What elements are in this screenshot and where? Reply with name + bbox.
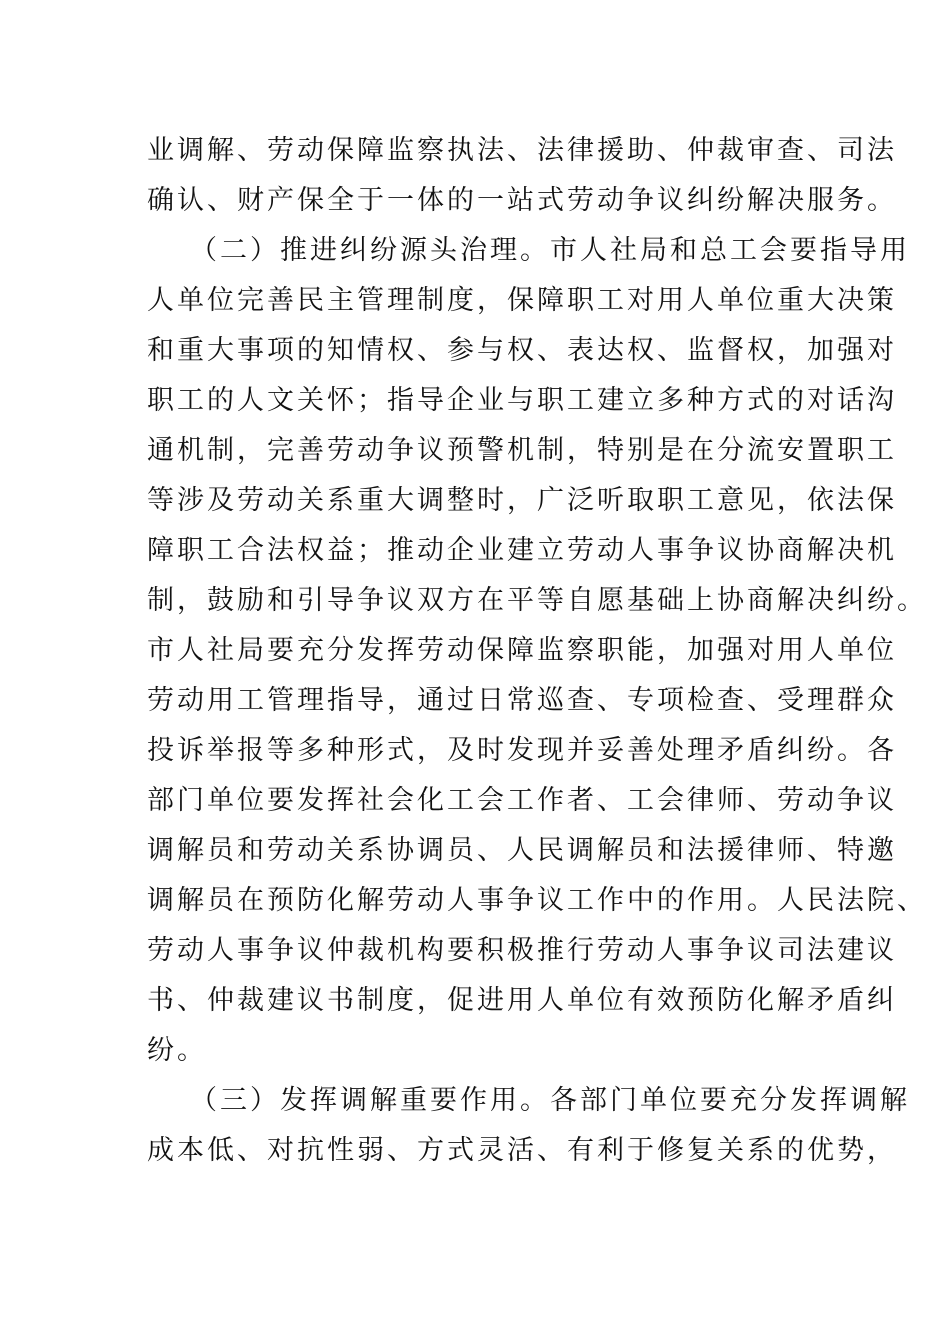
- text-line: 书、仲裁建议书制度，促进用人单位有效预防化解矛盾纠: [147, 985, 897, 1016]
- text-line: 障职工合法权益；推动企业建立劳动人事争议协商解决机: [147, 535, 897, 566]
- text-line: 调解员在预防化解劳动人事争议工作中的作用。人民法院、: [147, 885, 927, 916]
- text-line: 调解员和劳动关系协调员、人民调解员和法援律师、特邀: [147, 835, 897, 866]
- text-line: 职工的人文关怀；指导企业与职工建立多种方式的对话沟: [147, 385, 897, 416]
- section-heading-line: （二）推进纠纷源头治理。市人社局和总工会要指导用: [190, 235, 910, 266]
- text-line: 成本低、对抗性弱、方式灵活、有利于修复关系的优势，: [147, 1135, 897, 1166]
- section-heading-line: （三）发挥调解重要作用。各部门单位要充分发挥调解: [190, 1085, 910, 1116]
- text-line: 投诉举报等多种形式，及时发现并妥善处理矛盾纠纷。各: [147, 735, 897, 766]
- text-line: 市人社局要充分发挥劳动保障监察职能，加强对用人单位: [147, 635, 897, 666]
- text-line: 制，鼓励和引导争议双方在平等自愿基础上协商解决纠纷。: [147, 585, 927, 616]
- text-line: 劳动用工管理指导，通过日常巡查、专项检查、受理群众: [147, 685, 897, 716]
- text-line: 部门单位要发挥社会化工会工作者、工会律师、劳动争议: [147, 785, 897, 816]
- text-line: 劳动人事争议仲裁机构要积极推行劳动人事争议司法建议: [147, 935, 897, 966]
- text-line: 等涉及劳动关系重大调整时，广泛听取职工意见，依法保: [147, 485, 897, 516]
- text-line: 通机制，完善劳动争议预警机制，特别是在分流安置职工: [147, 435, 897, 466]
- text-line: 纷。: [147, 1035, 207, 1066]
- text-line: 和重大事项的知情权、参与权、表达权、监督权，加强对: [147, 335, 897, 366]
- text-line: 业调解、劳动保障监察执法、法律援助、仲裁审查、司法: [147, 135, 897, 166]
- text-line: 人单位完善民主管理制度，保障职工对用人单位重大决策: [147, 285, 897, 316]
- text-line: 确认、财产保全于一体的一站式劳动争议纠纷解决服务。: [147, 185, 897, 216]
